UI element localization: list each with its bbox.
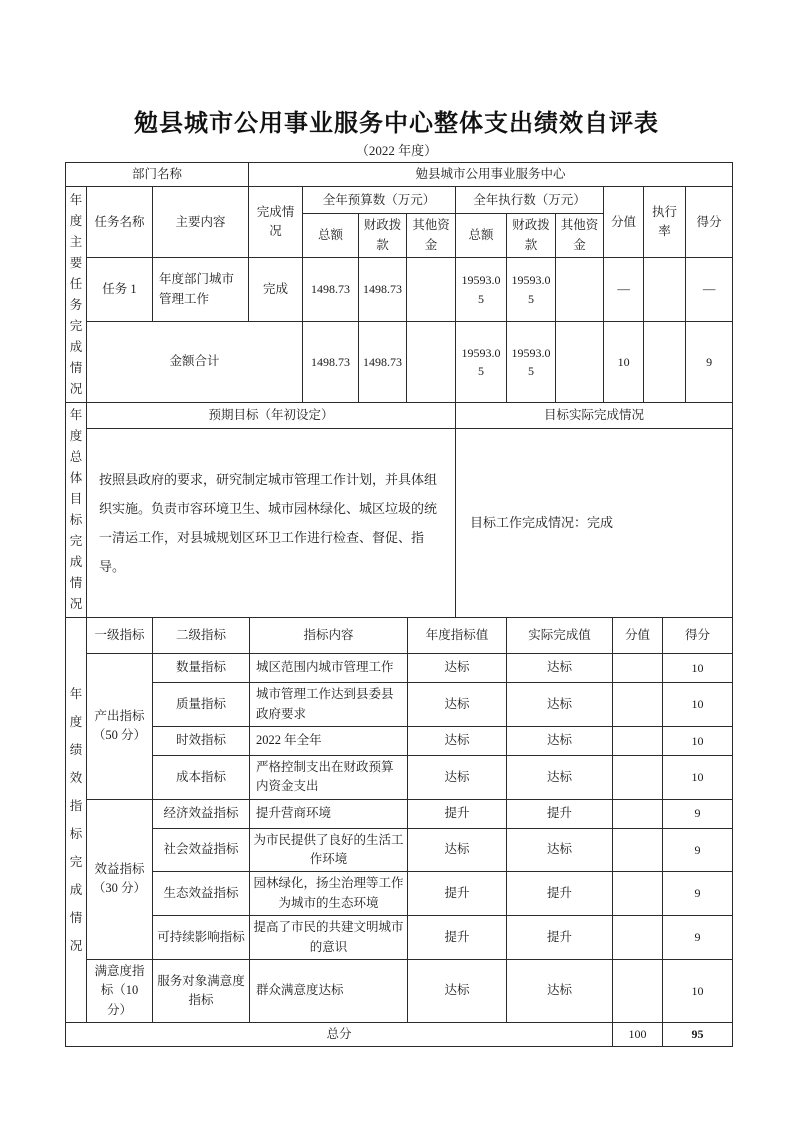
cell-actual: 达标	[507, 683, 613, 727]
cell-exec-total: 19593.05	[456, 258, 507, 322]
cell-exec-fiscal: 19593.05	[507, 322, 556, 403]
cell-points	[613, 828, 663, 872]
cell-content: 园林绿化，扬尘治理等工作为城市的生态环境	[250, 872, 408, 916]
header-points: 分值	[613, 618, 663, 654]
table-row	[66, 618, 733, 654]
cell-budget-fiscal: 1498.73	[359, 322, 407, 403]
goals-table	[65, 402, 733, 618]
cell-secondary: 社会效益指标	[153, 828, 250, 872]
cell-points	[613, 799, 663, 828]
cell-score: 10	[663, 959, 733, 1022]
cell-expected-goal-text: 按照县政府的要求，研究制定城市管理工作计划，并具体组织实施。负责市容环境卫生、城市园林绿化、城区垃圾的统一清运工作，对县城规划区环卫工作进行检查、督促、指导。	[87, 428, 456, 618]
cell-content: 提高了市民的共建文明城市的意识	[250, 916, 408, 960]
cell-secondary: 服务对象满意度指标	[153, 959, 250, 1022]
cell-secondary: 数量指标	[153, 654, 250, 683]
header-score: 得分	[663, 618, 733, 654]
cell-target: 达标	[408, 726, 507, 755]
header-budget-total: 总额	[303, 214, 359, 258]
cell-budget-fiscal: 1498.73	[359, 258, 407, 322]
cell-score: 9	[663, 799, 733, 828]
cell-target: 达标	[408, 828, 507, 872]
header-actual-value: 实际完成值	[507, 618, 613, 654]
cell-score: 9	[663, 916, 733, 960]
cell-exec-total: 19593.05	[456, 322, 507, 403]
table-row	[66, 828, 733, 872]
header-exec-group: 全年执行数（万元）	[456, 187, 604, 214]
cell-budget-other	[407, 258, 456, 322]
cell-secondary: 可持续影响指标	[153, 916, 250, 960]
header-budget-fiscal: 财政拨款	[359, 214, 407, 258]
cell-amount-total-label: 金额合计	[87, 322, 303, 403]
cell-actual: 达标	[507, 726, 613, 755]
table-row	[66, 403, 733, 428]
cell-target: 达标	[408, 959, 507, 1022]
cell-budget-total: 1498.73	[303, 322, 359, 403]
cell-target: 达标	[408, 683, 507, 727]
cell-exec-rate	[644, 258, 686, 322]
table-row	[66, 726, 733, 755]
cell-score: 9	[663, 828, 733, 872]
cell-exec-other	[556, 258, 604, 322]
cell-actual: 达标	[507, 755, 613, 799]
cell-budget-total: 1498.73	[303, 258, 359, 322]
cell-secondary: 经济效益指标	[153, 799, 250, 828]
cell-completion: 完成	[249, 258, 303, 322]
cell-secondary: 时效指标	[153, 726, 250, 755]
header-budget-group: 全年预算数（万元）	[303, 187, 456, 214]
header-exec-fiscal: 财政拨款	[507, 214, 556, 258]
cell-content: 提升营商环境	[250, 799, 408, 828]
cell-secondary: 成本指标	[153, 755, 250, 799]
cell-points: —	[604, 258, 644, 322]
cell-budget-other	[407, 322, 456, 403]
cell-content: 城区范围内城市管理工作	[250, 654, 408, 683]
header-exec-total: 总额	[456, 214, 507, 258]
cell-target: 达标	[408, 654, 507, 683]
cell-actual: 达标	[507, 654, 613, 683]
cell-grand-total-score: 95	[663, 1023, 733, 1047]
indicators-table	[65, 617, 733, 1047]
section-label-indicators: 年度绩效指标完成情况	[66, 618, 87, 1023]
cell-score: 10	[663, 683, 733, 727]
tasks-table	[65, 186, 733, 403]
table-row	[66, 428, 733, 618]
table-row	[66, 755, 733, 799]
cell-target: 提升	[408, 799, 507, 828]
header-completion: 完成情况	[249, 187, 303, 258]
page-title: 勉县城市公用事业服务中心整体支出绩效自评表	[134, 110, 659, 137]
header-expected-goal: 预期目标（年初设定）	[87, 403, 456, 428]
department-label: 部门名称	[66, 163, 249, 187]
cell-content: 城市管理工作达到县委县政府要求	[250, 683, 408, 727]
header-level2-indicator: 二级指标	[153, 618, 250, 654]
cell-group-output: 产出指标（50 分）	[87, 654, 153, 800]
cell-points	[613, 683, 663, 727]
cell-score: 10	[663, 726, 733, 755]
cell-content: 严格控制支出在财政预算内资金支出	[250, 755, 408, 799]
header-points: 分值	[604, 187, 644, 258]
header-score: 得分	[686, 187, 733, 258]
cell-target: 达标	[408, 755, 507, 799]
table-row	[66, 163, 733, 187]
cell-score: 10	[663, 654, 733, 683]
section-label-tasks: 年度主要任务完成情况	[66, 187, 87, 403]
cell-actual: 提升	[507, 916, 613, 960]
cell-actual: 提升	[507, 872, 613, 916]
department-value: 勉县城市公用事业服务中心	[249, 163, 733, 187]
cell-actual: 达标	[507, 959, 613, 1022]
table-row-task1	[66, 258, 733, 322]
cell-exec-fiscal: 19593.05	[507, 258, 556, 322]
cell-actual: 达标	[507, 828, 613, 872]
section-label-goals: 年度总体目标完成情况	[66, 403, 87, 618]
header-task-name: 任务名称	[87, 187, 153, 258]
cell-score: 9	[686, 322, 733, 403]
cell-points	[613, 916, 663, 960]
cell-points: 10	[604, 322, 644, 403]
cell-grand-total-label: 总分	[66, 1023, 613, 1047]
cell-points	[613, 654, 663, 683]
cell-group-benefit: 效益指标（30 分）	[87, 799, 153, 959]
cell-exec-other	[556, 322, 604, 403]
cell-actual-goal-text: 目标工作完成情况：完成	[456, 428, 733, 618]
cell-grand-total-points: 100	[613, 1023, 663, 1047]
cell-content: 2022 年全年	[250, 726, 408, 755]
cell-score: 9	[663, 872, 733, 916]
cell-content: 为市民提供了良好的生活工作环境	[250, 828, 408, 872]
table-row	[66, 683, 733, 727]
cell-points	[613, 726, 663, 755]
cell-task-name: 任务 1	[87, 258, 153, 322]
table-row	[66, 959, 733, 1022]
cell-points	[613, 959, 663, 1022]
table-row	[66, 872, 733, 916]
table-row	[66, 187, 733, 214]
cell-main-content: 年度部门城市管理工作	[153, 258, 249, 322]
evaluation-table	[65, 162, 732, 1047]
department-table	[65, 162, 733, 187]
cell-points	[613, 872, 663, 916]
header-annual-target: 年度指标值	[408, 618, 507, 654]
cell-exec-rate	[644, 322, 686, 403]
cell-group-satisfaction: 满意度指标（10 分）	[87, 959, 153, 1022]
page-subtitle: （2022 年度）	[355, 143, 438, 158]
header-level1-indicator: 一级指标	[87, 618, 153, 654]
cell-content: 群众满意度达标	[250, 959, 408, 1022]
cell-actual: 提升	[507, 799, 613, 828]
header-budget-other: 其他资金	[407, 214, 456, 258]
header-actual-goal: 目标实际完成情况	[456, 403, 733, 428]
header-exec-rate: 执行率	[644, 187, 686, 258]
table-row-grand-total	[66, 1023, 733, 1047]
header-indicator-content: 指标内容	[250, 618, 408, 654]
cell-secondary: 生态效益指标	[153, 872, 250, 916]
cell-secondary: 质量指标	[153, 683, 250, 727]
cell-target: 提升	[408, 916, 507, 960]
table-row	[66, 654, 733, 683]
table-row-amount-total	[66, 322, 733, 403]
header-main-content: 主要内容	[153, 187, 249, 258]
cell-points	[613, 755, 663, 799]
table-row	[66, 799, 733, 828]
cell-score: —	[686, 258, 733, 322]
cell-target: 提升	[408, 872, 507, 916]
table-row	[66, 916, 733, 960]
cell-score: 10	[663, 755, 733, 799]
header-exec-other: 其他资金	[556, 214, 604, 258]
